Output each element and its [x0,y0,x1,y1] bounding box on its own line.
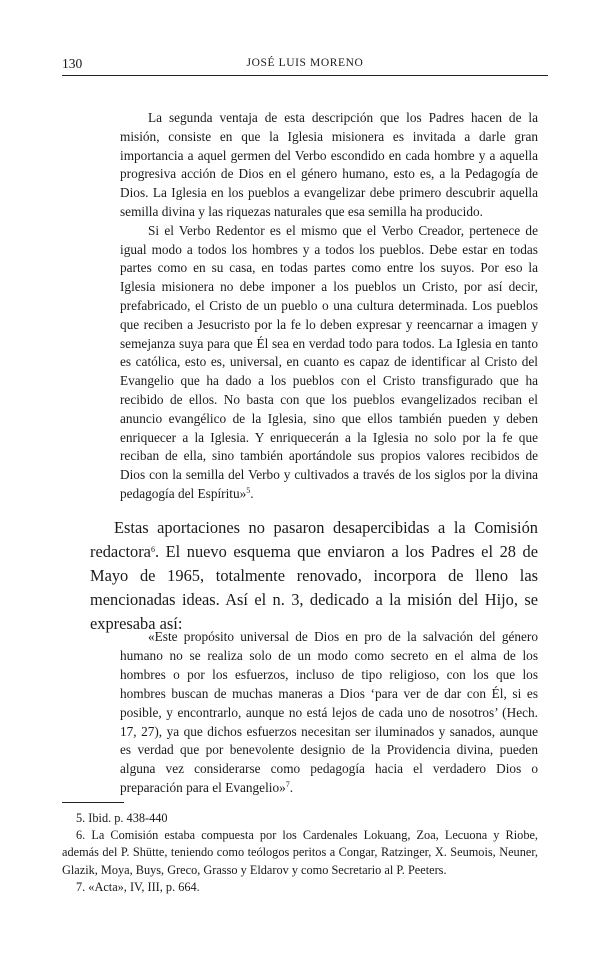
quote2-paragraph [120,628,538,798]
footnote-7: 7. «Acta», IV, III, p. 664. [76,879,200,894]
quote1-paragraph-1: La segunda ventaja de esta descripción que los Padres hacen de la misión, consiste en que la Iglesia misionera es invitada a darle gran importancia a aquel germen del Verbo escondido en cada hombre y a aquella progresiva acción de Dios en el género humano, esto es, a la Pedagogía de Dios. La Iglesia en los pueblos a evangelizar debe primero descubrir aquella semilla divina y las riquezas naturales que esa semilla ha producido. [120,110,538,219]
body-text-a: Estas aportaciones no pasaron desapercibidas a la Comisión redactora [90,518,538,561]
block-quote-1 [120,109,538,504]
footnotes [62,810,538,896]
quote1-end: . [250,485,254,501]
footnote-5: 5. Ibid. p. 438-440 [76,811,168,825]
footnote-ref-7: 7 [285,780,290,790]
header-rule [62,75,548,76]
footnote-ref-5: 5 [246,485,251,495]
body-paragraph [90,516,538,636]
footnote-ref-6: 6 [150,545,155,554]
page-header [62,56,548,76]
body-text-b: . El nuevo esquema que enviaron a los Padres el 28 de Mayo de 1965, totalmente renovado, incorpora de lleno las mencionadas ideas. Así el n. 3, dedicado a la misión del Hijo, se expresaba así: [90,542,538,633]
running-head: JOSÉ LUIS MORENO [246,57,364,69]
quote1-paragraph-2-text: Si el Verbo Redentor es el mismo que el Verbo Creador, pertenece de igual modo a todos los hombres y a todos los pueblos. Debe estar en todas partes como en su casa, en todas partes como entre los suyos. Por eso la Iglesia misionera no debe imponer a los pueblos un Cristo, por así decir, prefabricado, el Cristo de un pueblo o una cultura determinada. Los pueblos que reciben a Jesucristo por la fe lo deben expresar y reencarnar a imagen y semejanza suya para que Él sea en verdad todo para todos. La Iglesia en tanto es católica, esto es, universal, en cuanto es capaz de identificar al Cristo del Evangelio que ha dado a los pueblos con el Cristo transfigurado que ha recibido de ellos. No basta con que los pueblos evangelizados reciban el anuncio evangélico de la Iglesia, sino que ellos también pueden y deben enriquecer a la Iglesia. Y enriquecerán a la Iglesia no solo por la fe que reciban de ella, sino también aportándole sus propios valores recibidos de Dios con la semilla del Verbo y cultivados a través de los siglos por la divina pedagogía del Espíritu» [120,222,538,501]
body-text [90,516,538,636]
block-quote-2 [120,628,538,798]
quote2-end: . [289,780,294,796]
footnote-6: 6. La Comisión estaba compuesta por los Cardenales Lokuang, Zoa, Lecuona y Riobe, además del P. Shütte, teniendo como teólogos peritos a Congar, Ratzinger, X. Seumois, Neuner, Glazik, Moya, Buys, Greco, Grasso y Eldarov y como Secretario al P. Peeters. [62,828,538,877]
quote1-paragraph-2 [120,222,538,504]
footnote-rule [62,802,124,803]
quote2-text: «Este propósito universal de Dios en pro de la salvación del género humano no se realiza solo de un modo como secreto en el alma de los hombres o por los esfuerzos, incluso de tipo religioso, con los que los hombres buscan de muchas maneras a Dios ‘para ver de dar con Él, si es posible, y encontrarlo, aunque no está lejos de cada uno de nosotros’ (Hech. 17, 27), ya que dichos esfuerzos necesitan ser iluminados y sanados, aunque es verdad que por benevolente designio de la Providencia divina, pueden alguna vez considerarse como pedagogía hacia el verdadero Dios o preparación para el Evangelio» [120,629,538,796]
page-number: 130 [62,56,83,71]
